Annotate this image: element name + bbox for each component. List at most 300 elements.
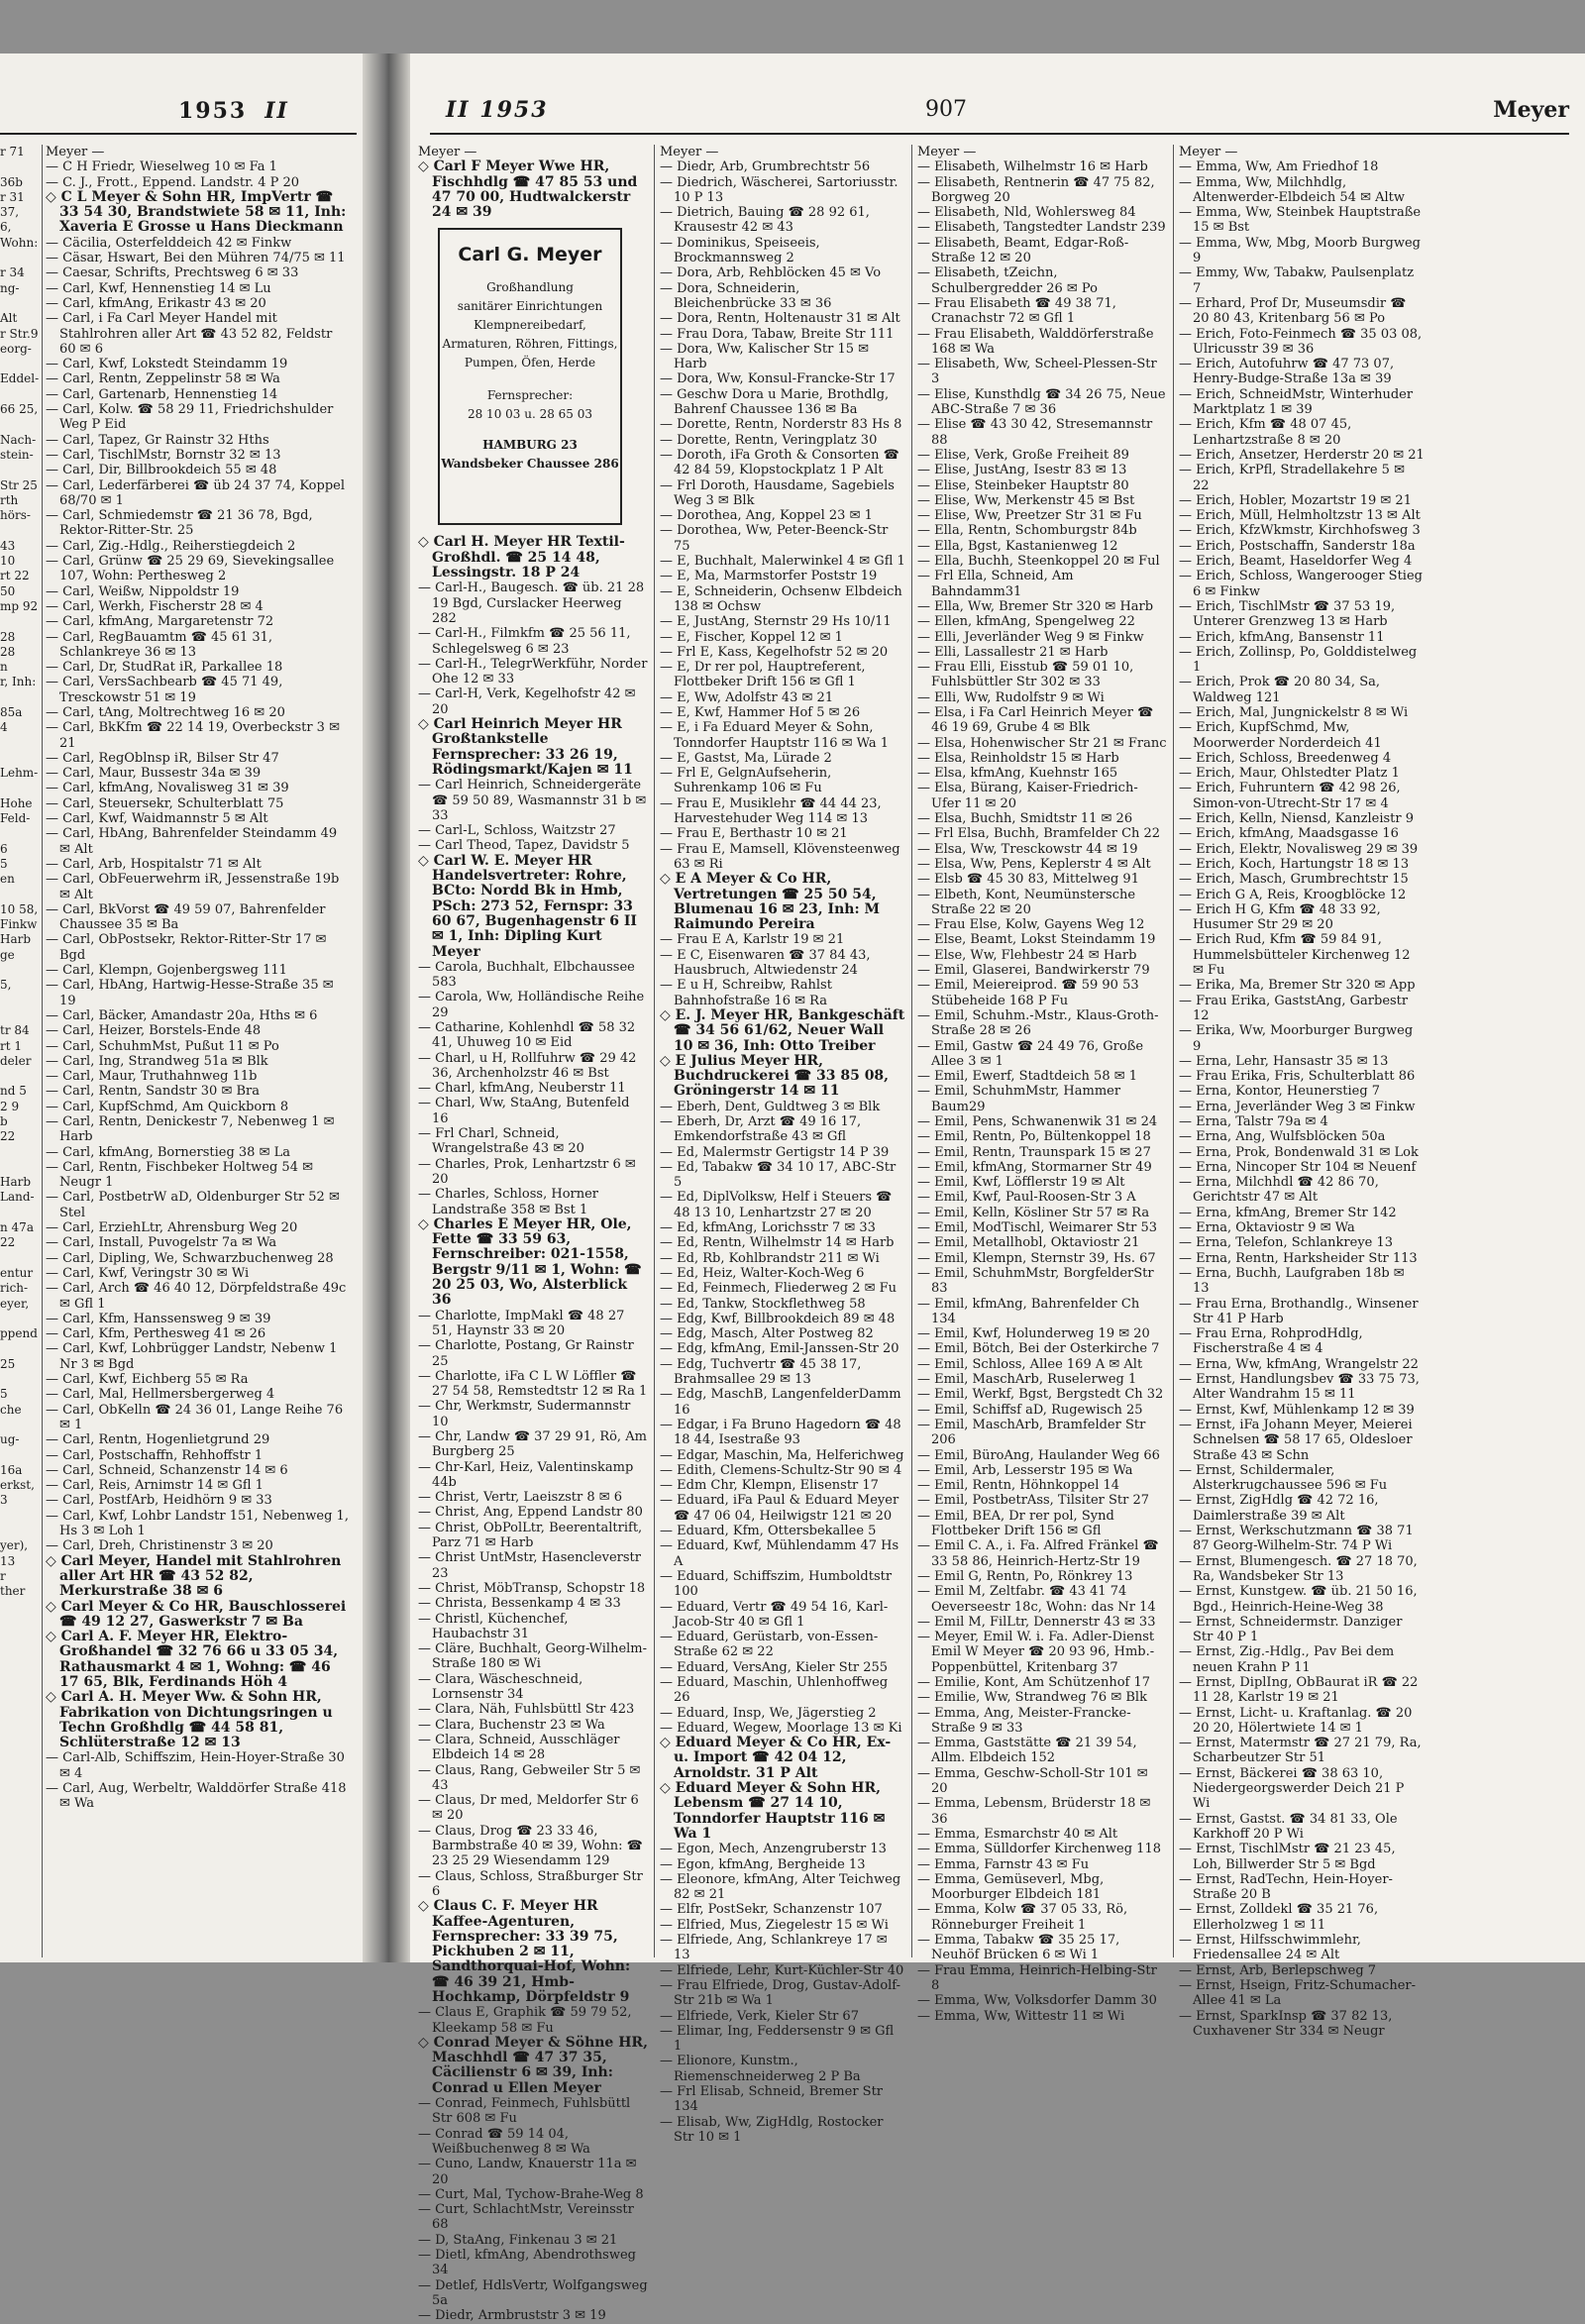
directory-entry: — Elisabeth, tZeichn, Schulbergredder 26 ✉ Po [917, 265, 1098, 296]
directory-entry: — Frau E, Musiklehr ☎ 44 44 23, Harvestehuder Weg 114 ✉ 13 [660, 795, 882, 827]
ad-line-1: Großhandlung [486, 280, 574, 295]
directory-entry: — Ella, Bgst, Kastanienweg 12 [917, 538, 1118, 554]
directory-entry: — Ernst, Gastst. ☎ 34 81 33, Ole Karkhoff 20 P Wi [1179, 1811, 1398, 1842]
directory-entry: — Christ, MöbTransp, Schopstr 18 [418, 1580, 646, 1596]
directory-entry: — E, Buchhalt, Malerwinkel 4 ✉ Gfl 1 [660, 554, 905, 570]
directory-entry: ◇ Eduard Meyer & Sohn HR, Lebensm ☎ 27 14 10, Tonndorfer Hauptstr 116 ✉ Wa 1 [660, 1780, 886, 1842]
edge-fragment: eyer, [0, 1296, 30, 1311]
directory-entry: — Elise, JustAng, Isestr 83 ✉ 13 [917, 463, 1127, 478]
directory-entry: — Carl, tAng, Moltrechtweg 16 ✉ 20 [46, 704, 285, 720]
directory-entry: — Edg, Masch, Alter Postweg 82 [660, 1326, 874, 1342]
directory-entry: — Erna, Prok, Bondenwald 31 ✉ Lok [1179, 1144, 1419, 1160]
edge-fragment [0, 1341, 40, 1356]
directory-entry: — Carl, Rentn, Fischbeker Holtweg 54 ✉ Neugr 1 [46, 1159, 314, 1191]
directory-entry: — Carl-H., Baugesch. ☎ üb. 21 28 19 Bgd, Curslacker Heerweg 282 [418, 581, 645, 626]
edge-fragment: rt 22 [0, 569, 30, 583]
directory-column-3 [917, 145, 1167, 2024]
edge-fragment: stein- [0, 447, 34, 462]
directory-entry: — Erich, Masch, Grumbrechtstr 15 [1179, 872, 1409, 888]
directory-entry: — Emma, Sülldorfer Kirchenweg 118 [917, 1842, 1161, 1857]
directory-entry: — Carl-Alb, Schiffszim, Hein-Hoyer-Straße 30 ✉ 4 [46, 1750, 345, 1781]
directory-entry: — Dorothea, Ww, Peter-Beenck-Str 75 [660, 523, 889, 554]
directory-entry: — Geschw Dora u Marie, Brothdlg, Bahrenf Chaussee 136 ✉ Ba [660, 386, 890, 418]
edge-fragment: Land- [0, 1190, 35, 1205]
directory-entry: ◇ Carl A. F. Meyer HR, Elektro-Großhandel ☎ 32 76 66 u 33 05 34, Rathausmarkt 4 ✉ 1, Wohng: ☎ 46 17 65, Blk, Ferdinands Höh 4 [46, 1629, 339, 1690]
directory-entry: — Elisabeth, Rentnerin ☎ 47 75 82, Borgweg 20 [917, 174, 1155, 205]
directory-entry: — Frau Elisabeth ☎ 49 38 71, Cranachstr 72 ✉ Gfl 1 [917, 295, 1116, 327]
directory-entry: ◇ Carl Meyer, Handel mit Stahlrohren aller Art HR ☎ 43 52 82, Merkurstraße 38 ✉ 6 [46, 1552, 342, 1600]
directory-entry: — Emma, Ww, Mbg, Moorb Burgweg 9 [1179, 235, 1421, 266]
directory-entry: — Elise, Steinbeker Hauptstr 80 [917, 477, 1129, 493]
directory-entry: — Carl-H, Verk, Kegelhofstr 42 ✉ 20 [418, 687, 636, 717]
directory-entry: ◇ E Julius Meyer HR, Buchdruckerei ☎ 33 85 08, Gröningerstr 14 ✉ 11 [660, 1052, 890, 1100]
edge-fragment: rth [0, 492, 19, 507]
edge-fragment: 6 [0, 841, 8, 856]
directory-entry: — Emil, Meiereiprod. ☎ 59 90 53 Stübeheide 168 P Fu [917, 978, 1139, 1008]
directory-entry: — Carl, Werkh, Fischerstr 28 ✉ 4 [46, 598, 264, 614]
edge-fragment: 3 [0, 1493, 8, 1508]
directory-entry: — Christ, Ang, Eppend Landstr 80 [418, 1505, 643, 1521]
directory-entry: — Erna, Kontor, Heunerstieg 7 [1179, 1084, 1381, 1100]
directory-entry: — Elfriede, Lehr, Kurt-Küchler-Str 40 [660, 1962, 904, 1978]
header-surname: Meyer [1493, 97, 1569, 123]
directory-entry: — Eduard, Maschin, Uhlenhoffweg 26 [660, 1674, 889, 1706]
directory-entry: — Eduard, iFa Paul & Eduard Meyer ☎ 47 06 04, Heilwigstr 121 ✉ 20 [660, 1493, 899, 1524]
edge-fragment [0, 159, 40, 174]
directory-entry: — Ed, Feinmech, Fliederweg 2 ✉ Fu [660, 1281, 898, 1297]
directory-entry: — Claus, Rang, Gebweiler Str 5 ✉ 43 [418, 1762, 641, 1793]
directory-column-2 [660, 145, 905, 2145]
directory-entry: — Frl E, Kass, Kegelhofstr 52 ✉ 20 [660, 644, 889, 660]
directory-entry: — Ernst, Hseign, Fritz-Schumacher-Allee 41 ✉ La [1179, 1977, 1417, 2009]
edge-fragment [0, 251, 40, 265]
directory-entry: — Carl, ObPostsekr, Rektor-Ritter-Str 17 ✉ Bgd [46, 932, 327, 963]
left-column-divider [42, 145, 43, 1957]
directory-entry: — Carl, kfmAng, Erikastr 43 ✉ 20 [46, 295, 266, 311]
directory-entry: — Ernst, Blumengesch. ☎ 27 18 70, Ra, Wandsbeker Str 13 [1179, 1553, 1418, 1584]
edge-fragment: r 71 [0, 145, 25, 158]
directory-entry: — Clara, Buchenstr 23 ✉ Wa [418, 1717, 605, 1733]
directory-entry: — Edith, Clemens-Schultz-Str 90 ✉ 4 [660, 1462, 902, 1478]
directory-entry: — Elise, Ww, Preetzer Str 31 ✉ Fu [917, 508, 1142, 524]
edge-fragment: Str 25 [0, 477, 38, 492]
directory-entry: — Carl, Rentn, Denickestr 7, Nebenweg 1 ✉ Harb [46, 1114, 335, 1145]
directory-entry: — Elisab, Ww, ZigHdlg, Rostocker Str 10 ✉ 1 [660, 2114, 884, 2145]
directory-entry: — Emil, Schuhm.-Mstr., Klaus-Groth-Straße 28 ✉ 26 [917, 1007, 1159, 1039]
directory-entry: — Erich, Kelln, Niensd, Kanzleistr 9 [1179, 811, 1414, 827]
directory-entry: — Emil, Metallhobl, Oktaviostr 21 [917, 1235, 1140, 1251]
edge-fragment: rt 1 [0, 1038, 23, 1053]
directory-entry: — Carl, Mal, Hellmersbergerweg 4 [46, 1387, 275, 1403]
directory-entry: — Carl, Kwf, Lohbrügger Landstr, Nebenw 1 Nr 3 ✉ Bgd [46, 1341, 338, 1372]
edge-fragment: 5 [0, 856, 8, 871]
directory-entry: — Elsa, i Fa Carl Heinrich Meyer ☎ 46 19 69, Grube 4 ✉ Blk [917, 704, 1154, 736]
edge-fragment: rich- [0, 1281, 29, 1296]
directory-entry: — Carl, Klempn, Gojenbergsweg 111 [46, 963, 287, 979]
directory-entry: — Elfried, Mus, Ziegelestr 15 ✉ Wi [660, 1917, 889, 1933]
directory-entry: — Elfr, PostSekr, Schanzenstr 107 [660, 1902, 883, 1918]
directory-entry: — Frau Dora, Tabaw, Breite Str 111 [660, 326, 895, 342]
directory-entry: — Erich, KupfSchmd, Mw, Moorwerder Norderdeich 41 [1179, 720, 1382, 751]
edge-fragment [0, 1145, 40, 1160]
right-page [410, 53, 1585, 2324]
directory-entry: ◇ Charles E Meyer HR, Ole, Fette ☎ 33 59 63, Fernschreiber: 021-1558, Bergstr 9/11 ✉ 1, Wohn: ☎ 20 25 03, Wo, Alsterblick 36 [418, 1215, 642, 1309]
directory-entry: — Ed, Rentn, Wilhelmstr 14 ✉ Harb [660, 1235, 895, 1251]
directory-entry: — Erna, Jeverländer Weg 3 ✉ Finkw [1179, 1099, 1416, 1114]
directory-entry: — Clara, Wäscheschneid, Lornsenstr 34 [418, 1671, 583, 1703]
directory-entry: — Eduard, Insp, We, Jägerstieg 2 [660, 1705, 877, 1721]
edge-fragment: Harb [0, 932, 32, 947]
directory-entry: — Ernst, TischlMstr ☎ 21 23 45, Loh, Billwerder Str 5 ✉ Bgd [1179, 1842, 1396, 1872]
directory-entry: — Erich, Maur, Ohlstedter Platz 1 [1179, 766, 1400, 782]
directory-entry: — Elsa, Ww, Tresckowstr 44 ✉ 19 [917, 841, 1138, 857]
directory-entry: — Ernst, Kwf, Mühlenkamp 12 ✉ 39 [1179, 1402, 1415, 1418]
directory-entry: — Erich, Autofuhrw ☎ 47 73 07, Henry-Budge-Straße 13a ✉ 39 [1179, 357, 1395, 387]
directory-entry: — Emma, Ww, Steinbek Hauptstraße 15 ✉ Bst [1179, 205, 1422, 236]
directory-entry: — Carl, HbAng, Bahrenfelder Steindamm 49 ✉ Alt [46, 826, 338, 857]
directory-entry: — Emil, ModTischl, Weimarer Str 53 [917, 1220, 1158, 1236]
edge-fragment: 6, [0, 220, 12, 235]
directory-entry: — Ernst, Kunstgew. ☎ üb. 21 50 16, Bgd., Heinrich-Heine-Weg 38 [1179, 1584, 1418, 1615]
edge-fragment: 25 [0, 1356, 16, 1371]
directory-entry: — Edg, Kwf, Billbrookdeich 89 ✉ 48 [660, 1311, 896, 1326]
directory-entry: — Erich, Zollinsp, Po, Golddistelweg 1 [1179, 644, 1418, 676]
directory-entry: — Eduard, VersAng, Kieler Str 255 [660, 1659, 889, 1675]
directory-entry: — Ellen, kfmAng, Spengelweg 22 [917, 614, 1135, 630]
directory-entry: — Ella, Ww, Bremer Str 320 ✉ Harb [917, 598, 1154, 614]
directory-entry: — Cläre, Buchhalt, Georg-Wilhelm-Straße 180 ✉ Wi [418, 1641, 648, 1672]
directory-entry: — Emil, PostbetrAss, Tilsiter Str 27 [917, 1493, 1150, 1509]
directory-entry: — Carl, Bäcker, Amandastr 20a, Hths ✉ 6 [46, 1007, 318, 1023]
directory-entry: — Emil, Kwf, Löfflerstr 19 ✉ Alt [917, 1175, 1125, 1191]
edge-fragment: Hohe [0, 795, 33, 810]
directory-entry: — Cäcilia, Osterfelddeich 42 ✉ Finkw [46, 235, 292, 251]
directory-entry: — Dorette, Rentn, Veringplatz 30 [660, 432, 878, 448]
edge-fragment [0, 963, 40, 978]
directory-entry: — Conrad ☎ 59 14 04, Weißbuchenweg 8 ✉ Wa [418, 2126, 590, 2157]
directory-entry: — Elsb ☎ 45 30 83, Mittelweg 91 [917, 872, 1139, 888]
edge-fragment [0, 1160, 40, 1175]
directory-entry: — Dora, Ww, Konsul-Francke-Str 17 [660, 371, 896, 387]
directory-entry: — Emilie, Ww, Strandweg 76 ✉ Blk [917, 1690, 1147, 1706]
directory-entry: — Elise ☎ 43 30 42, Stresemannstr 88 [917, 417, 1153, 448]
directory-entry: — Carl, Dreh, Christinenstr 3 ✉ 20 [46, 1538, 273, 1554]
directory-entry: — E, Dr rer pol, Hauptreferent, Flottbeker Drift 156 ✉ Gfl 1 [660, 660, 866, 690]
directory-entry: — Emma, Geschw-Scholl-Str 101 ✉ 20 [917, 1765, 1148, 1797]
directory-entry: — C. J., Frott., Eppend. Landstr. 4 P 20 [46, 174, 300, 190]
directory-entry: — Erich Rud, Kfm ☎ 59 84 91, Hummelsbütteler Kirchenweg 12 ✉ Fu [1179, 932, 1411, 979]
edge-fragment [0, 417, 40, 432]
directory-entry: — Carl, Dir, Billbrookdeich 55 ✉ 48 [46, 463, 277, 478]
directory-entry: ◇ C L Meyer & Sohn HR, ImpVertr ☎ 33 54 30, Brandstwiete 58 ✉ 11, Inh: Xaveria E Grosse u Hans Dieckmann [46, 188, 347, 236]
left-page [0, 53, 363, 1962]
directory-entry: — Frl Ella, Schneid, Am Bahndamm31 [917, 569, 1074, 599]
edge-fragment: 13 [0, 1553, 16, 1568]
directory-entry: — Frl Doroth, Hausdame, Sagebiels Weg 3 ✉ Blk [660, 477, 895, 508]
ad-phones: 28 10 03 u. 28 65 03 [467, 407, 593, 422]
directory-entry: — Emil G, Rentn, Po, Rönkrey 13 [917, 1568, 1133, 1584]
edge-fragment: 10 58, [0, 901, 39, 916]
directory-entry: — Erich, SchneidMstr, Winterhuder Marktplatz 1 ✉ 39 [1179, 386, 1414, 418]
edge-fragment: 43 [0, 538, 16, 553]
edge-fragment: r [0, 1568, 6, 1583]
directory-entry: — Carl, HbAng, Hartwig-Hesse-Straße 35 ✉ 19 [46, 978, 334, 1008]
directory-entry: — Erna, Rentn, Harksheider Str 113 [1179, 1250, 1418, 1266]
edge-fragment: 28 [0, 644, 16, 659]
directory-entry: — Erich H G, Kfm ☎ 48 33 92, Husumer Str 29 ✉ 20 [1179, 901, 1381, 933]
edge-fragment: ug- [0, 1432, 20, 1447]
directory-entry: — Carl, Rentn, Zeppelinstr 58 ✉ Wa [46, 371, 280, 387]
directory-entry: — Carl, Tapez, Gr Rainstr 32 Hths [46, 432, 269, 448]
directory-entry: — Elsa, Buchh, Smidtstr 11 ✉ 26 [917, 811, 1133, 827]
directory-entry: — Carola, Buchhalt, Elbchaussee 583 [418, 959, 635, 991]
directory-entry: — Erna, Oktaviostr 9 ✉ Wa [1179, 1220, 1355, 1236]
directory-entry: — Elisabeth, Beamt, Edgar-Roß-Straße 12 ✉ 20 [917, 235, 1129, 266]
directory-entry: — Ernst, Hilfsschwimmlehr, Friedensallee 24 ✉ Alt [1179, 1933, 1361, 1963]
directory-entry: — Ed, Tankw, Stockflethweg 58 [660, 1296, 866, 1312]
directory-entry: — Emil, Glaserei, Bandwirkerstr 79 [917, 963, 1150, 979]
directory-entry: — Erich, Fuhruntern ☎ 42 98 26, Simon-von-Utrecht-Str 17 ✉ 4 [1179, 781, 1401, 811]
directory-entry: — Detlef, HdlsVertr, Wolfgangsweg 5a [418, 2277, 648, 2308]
directory-entry: — Charlotte, ImpMakl ☎ 48 27 51, Haynstr 33 ✉ 20 [418, 1308, 625, 1338]
directory-entry: — Cuno, Landw, Knauerstr 11a ✉ 20 [418, 2157, 637, 2187]
edge-fragment [0, 614, 40, 629]
directory-entry: — Dora, Schneiderin, Bleichenbrücke 33 ✉ 36 [660, 280, 832, 311]
directory-entry: — D, StaAng, Finkenau 3 ✉ 21 [418, 2232, 618, 2248]
directory-entry: ◇ E. J. Meyer HR, Bankgeschäft ☎ 34 56 61/62, Neuer Wall 10 ✉ 36, Inh: Otto Treiber [660, 1006, 905, 1054]
edge-fragment [0, 1251, 40, 1266]
edge-fragment: nd 5 [0, 1084, 27, 1099]
edge-fragment [0, 690, 40, 705]
directory-entry: — Carl, Rentn, Hogenlietgrund 29 [46, 1432, 270, 1448]
directory-entry: — Conrad, Feinmech, Fuhlsbüttl Str 608 ✉ Fu [418, 2096, 631, 2127]
directory-entry: — Carl, Weißw, Nippoldstr 19 [46, 583, 240, 599]
directory-entry: — Charles, Prok, Lenhartzstr 6 ✉ 20 [418, 1156, 636, 1187]
directory-entry: — Erich, Kfm ☎ 48 07 45, Lenhartzstraße 8 ✉ 20 [1179, 417, 1352, 448]
directory-entry: — Erich G A, Reis, Kroogblöcke 12 [1179, 887, 1407, 902]
directory-entry: — Eleonore, kfmAng, Alter Teichweg 82 ✉ 21 [660, 1871, 901, 1903]
directory-entry: ◇ Carl Meyer & Co HR, Bauschlosserei ☎ 49 12 27, Gaswerkstr 7 ✉ Ba [46, 1598, 347, 1630]
directory-entry: — Carl, Kwf, Lokstedt Steindamm 19 [46, 357, 288, 372]
directory-entry: — Carl, PostbetrW aD, Oldenburger Str 52 ✉ Stel [46, 1190, 340, 1220]
directory-column-1 [418, 145, 648, 2324]
directory-entry: — Egon, kfmAng, Bergheide 13 [660, 1856, 866, 1872]
directory-entry: — Carl, Kwf, Eichberg 55 ✉ Ra [46, 1372, 249, 1388]
directory-entry: — Carl, RegOblnsp iR, Bilser Str 47 [46, 750, 279, 766]
directory-entry: — Carl, Dipling, We, Schwarzbuchenweg 28 [46, 1250, 334, 1266]
ad-street: Wandsbeker Chaussee 286 [441, 457, 619, 472]
directory-entry: — Carl-L, Schloss, Waitzstr 27 [418, 823, 616, 839]
directory-entry: — Claus E, Graphik ☎ 59 79 52, Kleekamp 58 ✉ Fu [418, 2005, 632, 2036]
directory-entry: Meyer — [1179, 145, 1238, 159]
directory-entry: — Carola, Ww, Holländische Reihe 29 [418, 990, 645, 1020]
directory-entry: — Erna, Ang, Wulfsblöcken 50a [1179, 1129, 1386, 1145]
edge-fragment: 10 [0, 554, 16, 569]
directory-entry: — Clara, Näh, Fuhlsbüttl Str 423 [418, 1702, 635, 1718]
directory-entry: — Carl, Kwf, Hennenstieg 14 ✉ Lu [46, 280, 271, 296]
directory-entry: — Erich, Müll, Helmholtzstr 13 ✉ Alt [1179, 508, 1421, 524]
edge-fragment [0, 751, 40, 766]
directory-entry: ◇ Conrad Meyer & Söhne HR, Maschhdl ☎ 47 37 35, Cäcilienstr 6 ✉ 39, Inh: Conrad u Ellen Meyer [418, 2034, 648, 2096]
directory-entry: — Dora, Ww, Kalischer Str 15 ✉ Harb [660, 341, 870, 372]
directory-entry: — Ernst, RadTechn, Hein-Hoyer-Straße 20 B [1179, 1871, 1393, 1903]
directory-entry: — Carl, Rentn, Sandstr 30 ✉ Bra [46, 1084, 260, 1100]
directory-entry: — Ella, Rentn, Schomburgstr 84b [917, 523, 1137, 539]
directory-entry: — Emma, Ww, Milchhdlg, Altenwerder-Elbdeich 54 ✉ Altw [1179, 174, 1406, 205]
edge-fragment [0, 523, 40, 538]
directory-entry: — Carl, Ing, Strandweg 51a ✉ Blk [46, 1053, 268, 1069]
directory-entry: — Erich, Schloss, Breedenweg 4 [1179, 750, 1392, 766]
directory-entry: — Charlotte, iFa C L W Löffler ☎ 27 54 58, Remstedtstr 12 ✉ Ra 1 [418, 1368, 648, 1400]
directory-entry: — Carl, kfmAng, Margaretenstr 72 [46, 614, 274, 630]
directory-entry: — Frl Elisab, Schneid, Bremer Str 134 [660, 2084, 884, 2115]
directory-entry: — Frau Elfriede, Drog, Gustav-Adolf-Str 21b ✉ Wa 1 [660, 1977, 901, 2009]
edge-fragment [0, 463, 40, 477]
directory-entry: — Emil, kfmAng, Stormarner Str 49 [917, 1159, 1152, 1175]
directory-entry: — Christ, Vertr, Laeiszstr 8 ✉ 6 [418, 1490, 623, 1506]
edge-fragment: 2 9 [0, 1099, 20, 1113]
directory-entry: — Erna, Ww, kfmAng, Wrangelstr 22 [1179, 1356, 1419, 1372]
ad-line-4: Pumpen, Öfen, Herde [464, 356, 596, 370]
directory-entry: — Ernst, Matermstr ☎ 27 21 79, Ra, Scharbeutzer Str 51 [1179, 1736, 1422, 1766]
directory-entry: — Ernst, Schneidermstr. Danziger Str 40 P 1 [1179, 1614, 1403, 1645]
directory-entry: — Eduard, Wegew, Moorlage 13 ✉ Ki [660, 1720, 902, 1736]
directory-entry: — Christl, Küchenchef, Haubachstr 31 [418, 1611, 569, 1641]
directory-entry: — Erna, Talstr 79a ✉ 4 [1179, 1114, 1328, 1129]
directory-entry: — Elise, Ww, Merkenstr 45 ✉ Bst [917, 492, 1135, 508]
directory-entry: — Carl, PostfArb, Heidhörn 9 ✉ 33 [46, 1493, 272, 1509]
edge-fragment [0, 357, 40, 371]
directory-entry: — Emil, Kwf, Paul-Roosen-Str 3 A [917, 1190, 1136, 1206]
ad-line-3: Klempnereibedarf, Armaturen, Röhren, Fittings, [442, 318, 618, 352]
directory-entry: — Erich, TischlMstr ☎ 37 53 19, Unterer Grenzweg 13 ✉ Harb [1179, 598, 1396, 630]
directory-entry: — Emil, Rentn, Traunspark 15 ✉ 27 [917, 1144, 1151, 1160]
directory-entry: — Diedrich, Wäscherei, Sartoriusstr. 10 P 13 [660, 174, 898, 205]
directory-entry: — Erich, Schloss, Wangerooger Stieg 6 ✉ Finkw [1179, 569, 1423, 599]
left-directory-column [46, 145, 351, 1957]
directory-entry: — Emil, Ewerf, Stadtdeich 58 ✉ 1 [917, 1069, 1138, 1085]
directory-entry: — Curt, Mal, Tychow-Brahe-Weg 8 [418, 2186, 644, 2202]
directory-entry: — Carl-H., TelegrWerkführ, Norder Ohe 12 ✉ 33 [418, 656, 648, 687]
directory-entry: — Erich, Foto-Feinmech ☎ 35 03 08, Ulricusstr 39 ✉ 36 [1179, 326, 1423, 357]
directory-entry: — Edg, kfmAng, Emil-Janssen-Str 20 [660, 1341, 899, 1357]
directory-entry: — Carl, Install, Puvogelstr 7a ✉ Wa [46, 1235, 277, 1251]
column-divider-2 [911, 145, 912, 1957]
directory-entry: — Frl Charl, Schneid, Wrangelstraße 43 ✉ 20 [418, 1126, 584, 1157]
directory-entry: — Ernst, Arb, Berlepschweg 7 [1179, 1962, 1377, 1978]
directory-entry: — Carl, Lederfärberei ☎ üb 24 37 74, Koppel 68/70 ✉ 1 [46, 477, 346, 508]
directory-entry: — Erich, kfmAng, Maadsgasse 16 [1179, 826, 1399, 842]
directory-entry: — Erich, Mal, Jungnickelstr 8 ✉ Wi [1179, 704, 1409, 720]
directory-entry: — Erich, Koch, Hartungstr 18 ✉ 13 [1179, 856, 1410, 872]
directory-entry: — Elionore, Kunstm., Riemenschneiderweg 2 P Ba [660, 2054, 861, 2084]
page-number: 907 [925, 97, 967, 122]
directory-entry: — Emma, Ww, Wittestr 11 ✉ Wi [917, 2008, 1125, 2024]
directory-entry: — Erna, kfmAng, Bremer Str 142 [1179, 1205, 1397, 1220]
directory-entry: — Carl, Gartenarb, Hennenstieg 14 [46, 386, 278, 402]
directory-entry: — Frau Erna, Brothandlg., Winsener Str 41 P Harb [1179, 1296, 1419, 1326]
directory-entry: — Emil, Kwf, Holunderweg 19 ✉ 20 [917, 1326, 1150, 1342]
directory-entry: — Emma, Gemüseverl, Mbg, Moorburger Elbdeich 181 [917, 1871, 1105, 1903]
directory-entry: ◇ Claus C. F. Meyer HR Kaffee-Agenturen, Fernsprecher: 33 39 75, Pickhuben 2 ✉ 11, Sandthorquai-Hof, Wohn: ☎ 46 39 21, Hmb-Hochkamp, Dörpfeldstr 9 [418, 1898, 631, 2005]
edge-fragment: Finkw [0, 917, 38, 932]
edge-fragment: n 47a [0, 1220, 34, 1235]
directory-entry: Meyer — [46, 145, 105, 159]
directory-entry: — Emil M, Zeltfabr. ☎ 43 41 74 Oeverseestr 18c, Wohn: das Nr 14 [917, 1584, 1156, 1615]
directory-entry: — E, Gastst, Ma, Lürade 2 [660, 750, 832, 766]
ad-company-name: Carl G. Meyer [458, 244, 602, 266]
directory-entry: — Erich, Ansetzer, Herderstr 20 ✉ 21 [1179, 447, 1425, 463]
directory-entry: ◇ Carl Heinrich Meyer HR Großtankstelle Fernsprecher: 33 26 19, Rödingsmarkt/Kajen ✉ 11 [418, 716, 633, 778]
directory-entry: — Chr, Landw ☎ 37 29 91, Rö, Am Burgberg 25 [418, 1429, 647, 1460]
directory-entry: — Edm Chr, Klempn, Elisenstr 17 [660, 1478, 879, 1494]
directory-entry: — Carl-H., Filmkfm ☎ 25 56 11, Schlegelsweg 6 ✉ 23 [418, 626, 631, 657]
edge-fragment [0, 1008, 40, 1023]
directory-entry: — Frau E, Mamsell, Klövensteenweg 63 ✉ Ri [660, 841, 900, 872]
directory-entry: — Diedr, Arb, Grumbrechtstr 56 [660, 159, 871, 175]
directory-entry: — Emil, Schloss, Allee 169 A ✉ Alt [917, 1356, 1143, 1372]
edge-fragment: tr 84 [0, 1023, 30, 1038]
directory-entry: — Eduard, Kfm, Ottersbekallee 5 [660, 1524, 877, 1539]
directory-entry: — Eduard, Gerüstarb, von-Essen-Straße 62 ✉ 22 [660, 1630, 879, 1660]
directory-entry: — Erich, KrPfl, Stradellakehre 5 ✉ 22 [1179, 463, 1405, 493]
directory-entry: — Elli, Jeverländer Weg 9 ✉ Finkw [917, 629, 1144, 645]
directory-entry: — Carl, Postschaffn, Rehhoffstr 1 [46, 1447, 264, 1463]
directory-entry: — Ernst, Licht- u. Kraftanlag. ☎ 20 20 20, Hölertwiete 14 ✉ 1 [1179, 1705, 1413, 1736]
directory-entry: — Erna, Lehr, Hansastr 35 ✉ 13 [1179, 1053, 1389, 1069]
edge-fragment: 66 25, [0, 402, 39, 417]
edge-fragment: r 34 [0, 265, 25, 280]
directory-entry: — Carl, Kwf, Waidmannstr 5 ✉ Alt [46, 811, 268, 827]
directory-entry: — Frau Emma, Heinrich-Helbing-Str 8 [917, 1962, 1157, 1993]
directory-entry: — Caesar, Schrifts, Prechtsweg 6 ✉ 33 [46, 265, 299, 281]
left-header-year: 1953 [178, 98, 248, 124]
directory-entry: — Emmy, Ww, Tabakw, Paulsenplatz 7 [1179, 265, 1415, 296]
directory-entry: — Egon, Mech, Anzengruberstr 13 [660, 1842, 887, 1857]
edge-fragment [0, 736, 40, 751]
directory-entry: — E u H, Schreibw, Rahlst Bahnhofstraße 16 ✉ Ra [660, 978, 832, 1008]
edge-fragment: Alt [0, 311, 18, 326]
directory-entry: — Carl, Dr, StudRat iR, Parkallee 18 [46, 660, 283, 676]
directory-entry: — Carl, ObFeuerwehrm iR, Jessenstraße 19b ✉ Alt [46, 872, 340, 902]
directory-entry: — E, Ww, Adolfstr 43 ✉ 21 [660, 689, 834, 705]
edge-fragment: 4 [0, 720, 8, 735]
edge-fragment [0, 1448, 40, 1463]
directory-entry: — Carl, Aug, Werbeltr, Walddörfer Straße 418 ✉ Wa [46, 1781, 347, 1812]
directory-entry: — Elisabeth, Nld, Wohlersweg 84 [917, 205, 1136, 221]
directory-entry: — Ernst, DiplIng, ObBaurat iR ☎ 22 11 28, Karlstr 19 ✉ 21 [1179, 1674, 1419, 1706]
directory-entry: — Frau Erika, GaststAng, Garbestr 12 [1179, 993, 1409, 1023]
directory-entry: — E, Fischer, Koppel 12 ✉ 1 [660, 629, 843, 645]
edge-fragment: r, Inh: [0, 675, 37, 689]
edge-fragment: ng- [0, 280, 20, 295]
edge-fragment: Nach- [0, 432, 37, 447]
directory-entry: — Carl, Kwf, Veringstr 30 ✉ Wi [46, 1265, 250, 1281]
directory-entry: — Emil, MaschArb, Ruselerweg 1 [917, 1372, 1137, 1388]
directory-entry: — Carl, SchuhmMst, Pußut 11 ✉ Po [46, 1038, 279, 1054]
edge-fragment: Lehm- [0, 766, 39, 781]
directory-entry: — Christ UntMstr, Hasencleverstr 23 [418, 1550, 641, 1581]
directory-entry: — Emma, Farnstr 43 ✉ Fu [917, 1856, 1090, 1872]
directory-entry: — Elisabeth, Wilhelmstr 16 ✉ Harb [917, 159, 1148, 175]
directory-entry: — Frau E, Berthastr 10 ✉ 21 [660, 826, 848, 842]
edge-fragment [0, 994, 40, 1008]
directory-entry: — Eduard, Schiffszim, Humboldtstr 100 [660, 1568, 893, 1600]
directory-entry: — Carl, i Fa Carl Meyer Handel mit Stahlrohren aller Art ☎ 43 52 82, Feldstr 60 ✉ 6 [46, 311, 333, 357]
directory-entry: — Elise, Verk, Große Freiheit 89 [917, 447, 1129, 463]
directory-entry: — Ella, Buchh, Steenkoppel 20 ✉ Ful [917, 554, 1160, 570]
directory-entry: — Eberh, Dent, Guldtweg 3 ✉ Blk [660, 1099, 881, 1114]
